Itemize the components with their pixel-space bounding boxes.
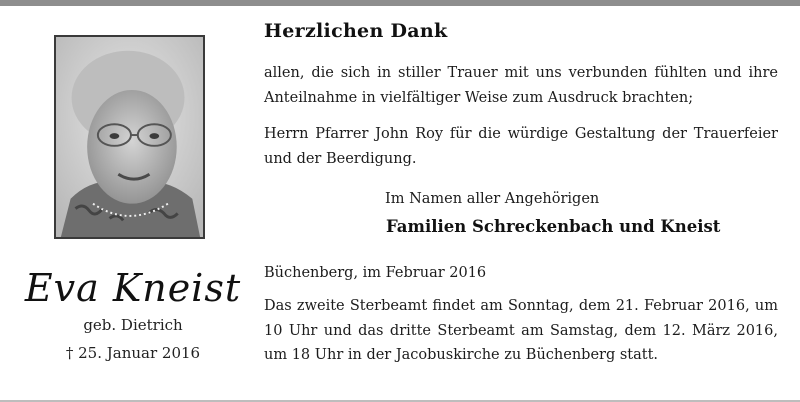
death-date: † 25. Januar 2016 — [65, 344, 201, 362]
on-behalf-line: Im Namen aller Angehörigen — [385, 191, 600, 207]
thanks-paragraph: allen, die sich in stiller Trauer mit uns verbunden fühlten und ihre Anteilnahme in vielfältiger Weise zum Ausdruck brachten; — [264, 65, 778, 106]
families-signature: Familien Schreckenbach und Kneist — [386, 217, 721, 236]
service-paragraph: Das zweite Sterbeamt findet am Sonntag, dem 21. Februar 2016, um 10 Uhr und das dritte Sterbeamt am Samstag, dem 12. März 2016, um 18 Uhr in der Jacobuskirche zu Büchenberg statt. — [264, 298, 778, 363]
place-date: Büchenberg, im Februar 2016 — [264, 265, 487, 281]
top-divider — [0, 0, 800, 6]
deceased-name: Eva Kneist — [24, 266, 242, 310]
thanks-heading: Herzlichen Dank — [264, 20, 448, 42]
pastor-paragraph: Herrn Pfarrer John Roy für die würdige Gestaltung der Trauerfeier und der Beerdigung. — [264, 126, 778, 167]
portrait-photo — [54, 35, 205, 239]
maiden-name: geb. Dietrich — [83, 316, 183, 334]
